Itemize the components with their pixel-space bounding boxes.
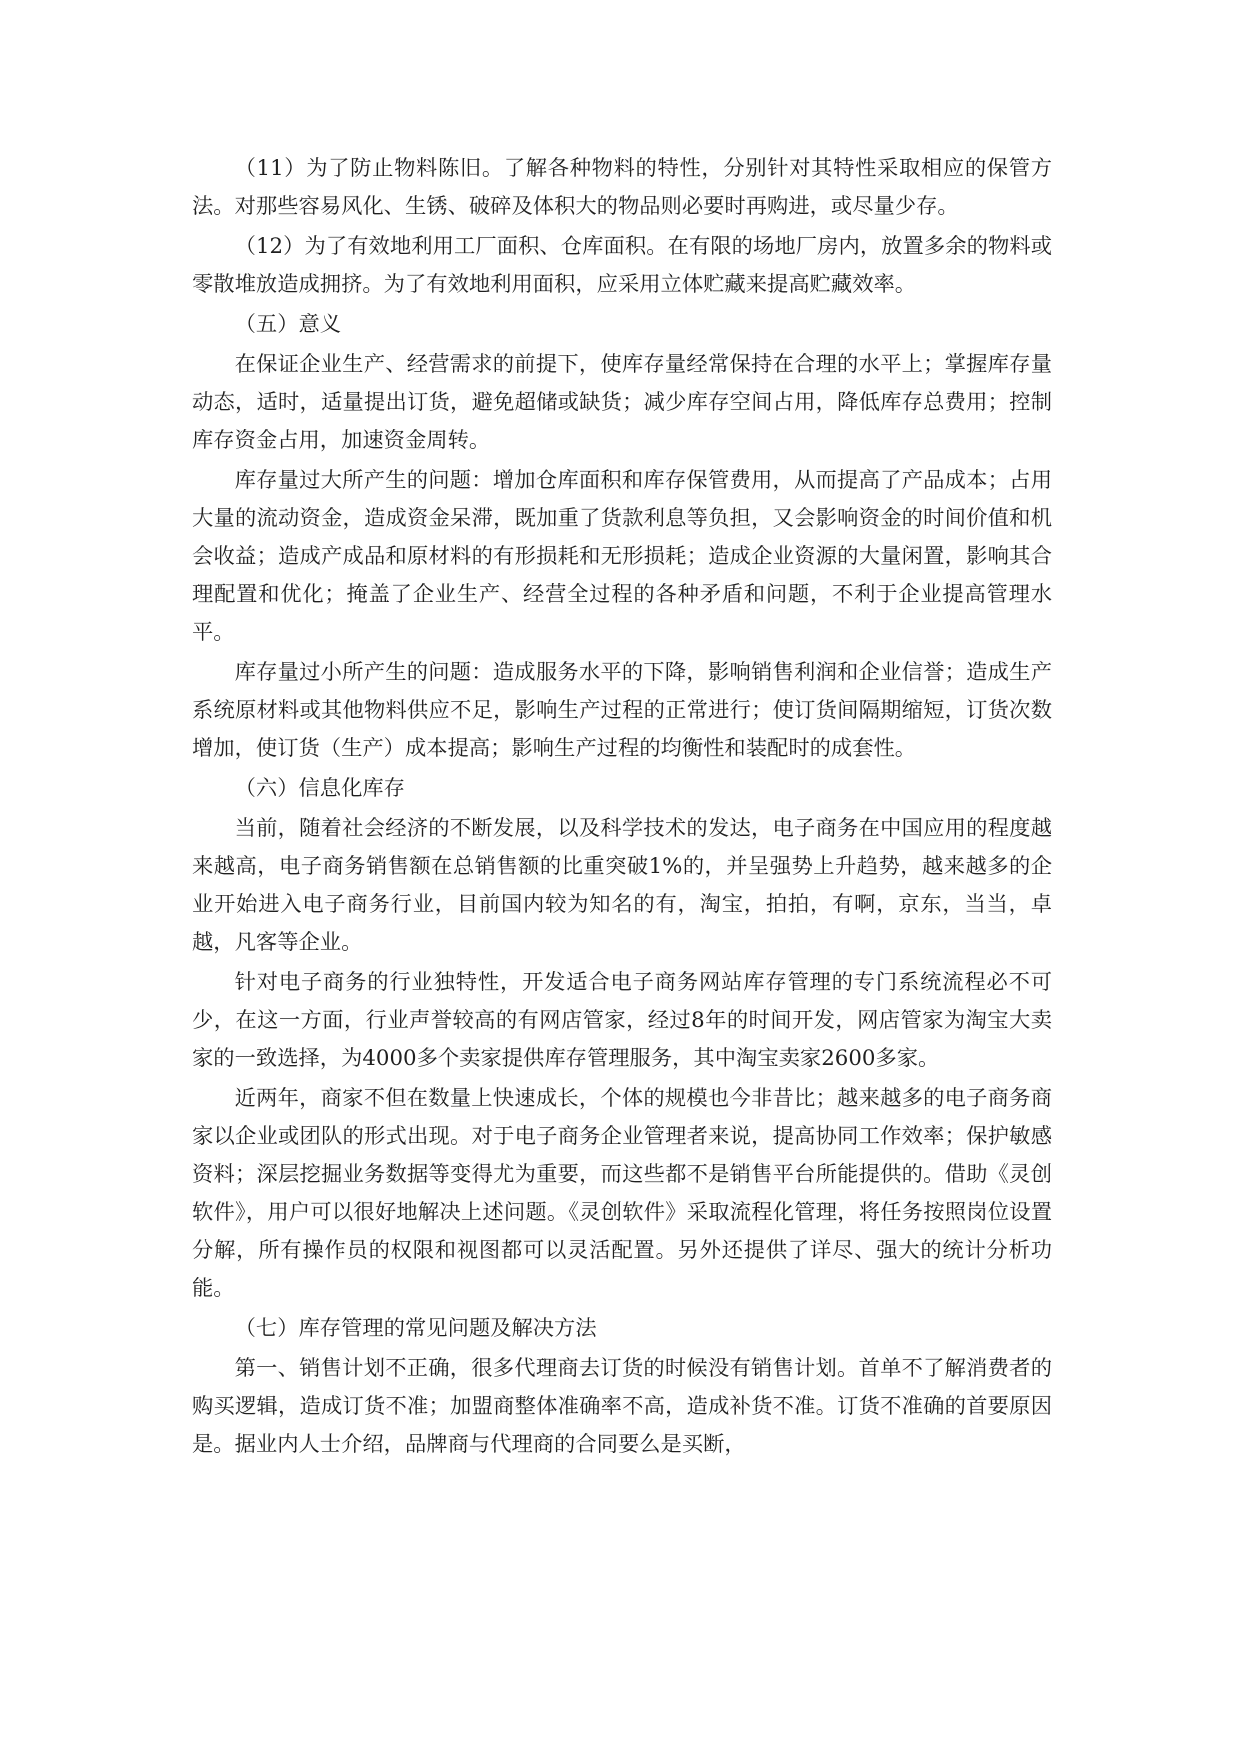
paragraph-11-obsolescence: （11）为了防止物料陈旧。了解各种物料的特性，分别针对其特性采取相应的保管方法。对那些容易风化、生锈、破碎及体积大的物品则必要时再购进，或尽量少存。 xyxy=(192,156,1052,219)
paragraph-merchant-growth: 近两年，商家不但在数量上快速成长，个体的规模也今非昔比；越来越多的电子商务商家以企业或团队的形式出现。对于电子商务企业管理者来说，提高协同工作效率；保护敏感资料；深层挖掘业务数据等变得尤为重要，而这些都不是销售平台所能提供的。借助《灵创软件》，用户可以很好地解决上述问题。《灵创软件》采取流程化管理，将任务按照岗位设置分解，所有操作员的权限和视图都可以灵活配置。另外还提供了详尽、强大的统计分析功能。 xyxy=(192,1086,1052,1301)
paragraph-excess-inventory: 库存量过大所产生的问题：增加仓库面积和库存保管费用，从而提高了产品成本；占用大量的流动资金，造成资金呆滞，既加重了货款利息等负担，又会影响资金的时间价值和机会收益；造成产成品和原材料的有形损耗和无形损耗；造成企业资源的大量闲置，影响其合理配置和优化；掩盖了企业生产、经营全过程的各种矛盾和问题，不利于企业提高管理水平。 xyxy=(192,468,1052,645)
paragraph-insufficient-inventory: 库存量过小所产生的问题：造成服务水平的下降，影响销售利润和企业信誉；造成生产系统原材料或其他物料供应不足，影响生产过程的正常进行；使订货间隔期缩短，订货次数增加，使订货（生产）成本提高；影响生产过程的均衡性和装配时的成套性。 xyxy=(192,660,1052,761)
paragraph-12-space-utilization: （12）为了有效地利用工厂面积、仓库面积。在有限的场地厂房内，放置多余的物料或零散堆放造成拥挤。为了有效地利用面积，应采用立体贮藏来提高贮藏效率。 xyxy=(192,234,1052,297)
document-page xyxy=(192,150,1052,1466)
paragraph-sales-plan: 第一、销售计划不正确，很多代理商去订货的时候没有销售计划。首单不了解消费者的购买逻辑，造成订货不准；加盟商整体准确率不高，造成补货不准。订货不准确的首要原因是。据业内人士介绍，品牌商与代理商的合同要么是买断， xyxy=(192,1356,1052,1457)
section-heading-informatization: （六）信息化库存 xyxy=(234,776,405,801)
paragraph-significance: 在保证企业生产、经营需求的前提下，使库存量经常保持在合理的水平上；掌握库存量动态，适时，适量提出订货，避免超储或缺货；减少库存空间占用，降低库存总费用；控制库存资金占用，加速资金周转。 xyxy=(192,352,1052,453)
paragraph-ecommerce-system: 针对电子商务的行业独特性，开发适合电子商务网站库存管理的专门系统流程必不可少，在这一方面，行业声誉较高的有网店管家，经过8年的时间开发，网店管家为淘宝大卖家的一致选择，为4000多个卖家提供库存管理服务，其中淘宝卖家2600多家。 xyxy=(192,970,1052,1071)
section-heading-common-problems: （七）库存管理的常见问题及解决方法 xyxy=(234,1316,597,1341)
paragraph-ecommerce-trend: 当前，随着社会经济的不断发展，以及科学技术的发达，电子商务在中国应用的程度越来越高，电子商务销售额在总销售额的比重突破1%的，并呈强势上升趋势，越来越多的企业开始进入电子商务行业，目前国内较为知名的有，淘宝，拍拍，有啊，京东，当当，卓越，凡客等企业。 xyxy=(192,816,1052,955)
section-heading-significance: （五）意义 xyxy=(234,312,342,337)
